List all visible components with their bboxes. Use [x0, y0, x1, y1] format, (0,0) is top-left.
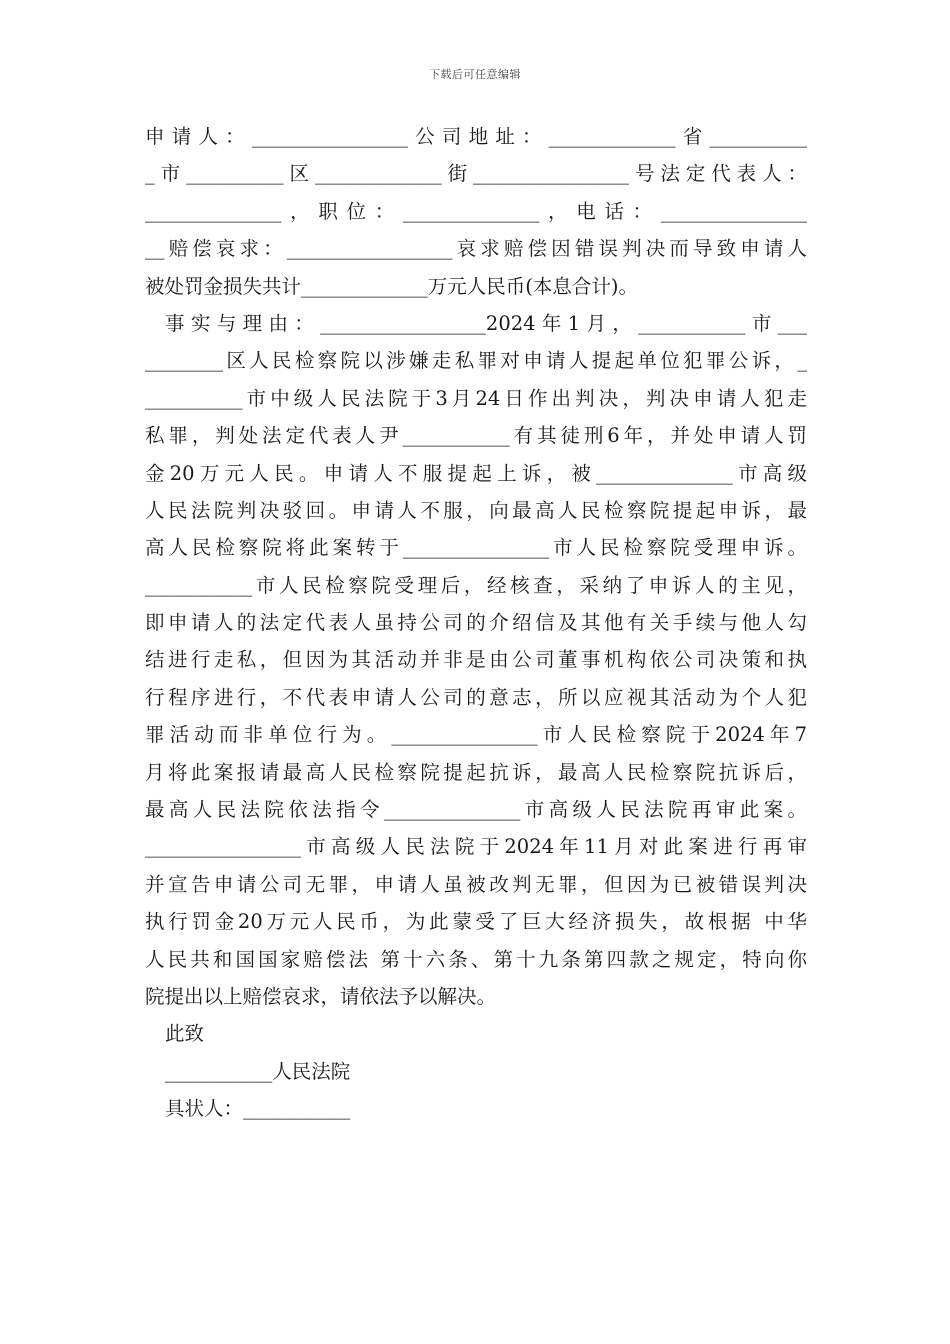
text-line: 金20万元人民。申请人不服提起上诉，被______________市高级	[145, 461, 807, 485]
text-line: 事实与理由：_________________2024年1月，___________市___	[165, 311, 807, 335]
text-line: ______________，职位：______________，电话：_______________	[145, 199, 807, 223]
text-line: ________区人民检察院以涉嫌走私罪对申请人提起单位犯罪公诉，_	[145, 349, 807, 373]
text-line: ________________市高级人民法院于2024年11月对此案进行再审	[145, 835, 807, 859]
text-line: 私罪，判处法定代表人尹___________有其徒刑6年，并处申请人罚	[145, 424, 807, 448]
text-line: 罪活动而非单位行为。_______________市人民检察院于2024年7	[145, 723, 807, 747]
text-line: 院提出以上赔偿哀求，请依法予以解决。	[145, 984, 497, 1008]
document-body	[145, 118, 807, 1128]
text-line: __赔偿哀求：_________________哀求赔偿因错误判决而导致申请人	[145, 237, 807, 261]
text-line: 即申请人的法定代表人虽持公司的介绍信及其他有关手续与他人勾	[145, 611, 807, 635]
signature-line: 具状人：___________	[165, 1097, 351, 1121]
text-line: 月将此案报请最高人民检察院提起抗诉，最高人民检察院抗诉后，	[145, 760, 807, 784]
text-line: 最高人民法院依法指令______________市高级人民法院再审此案。	[145, 798, 807, 822]
text-line: 结进行走私，但因为其活动并非是由公司董事机构依公司决策和执	[145, 648, 807, 672]
text-line: _市__________区_____________街________________号法定代表人：	[145, 162, 807, 186]
text-line: 被处罚金损失共计_____________万元人民币(本息合计)。	[145, 274, 638, 298]
closing-greeting: 此致	[165, 1022, 205, 1046]
text-line: ___________市人民检察院受理后，经核查，采纳了申诉人的主见，	[145, 573, 807, 597]
text-line: 并宣告申请公司无罪，申请人虽被改判无罪，但因为已被错误判决	[145, 872, 807, 896]
header-note: 下载后可任意编辑	[429, 68, 521, 81]
court-line: ___________人民法院	[165, 1059, 351, 1083]
text-line: 人民法院判决驳回。申请人不服，向最高人民检察院提起申诉，最	[145, 498, 807, 522]
text-line: 行程序进行，不代表申请人公司的意志，所以应视其活动为个人犯	[145, 685, 807, 709]
text-line: 执行罚金20万元人民币，为此蒙受了巨大经济损失，故根据 中华	[145, 910, 807, 934]
text-line: 高人民检察院将此案转于_______________市人民检察院受理申诉。	[145, 536, 807, 560]
text-line: 申请人：________________公司地址：_____________省__________	[145, 125, 807, 148]
text-line: 人民共和国国家赔偿法 第十六条、第十九条第四款之规定，特向你	[145, 947, 807, 971]
text-line: __________市中级人民法院于3月24日作出判决，判决申请人犯走	[145, 386, 807, 410]
